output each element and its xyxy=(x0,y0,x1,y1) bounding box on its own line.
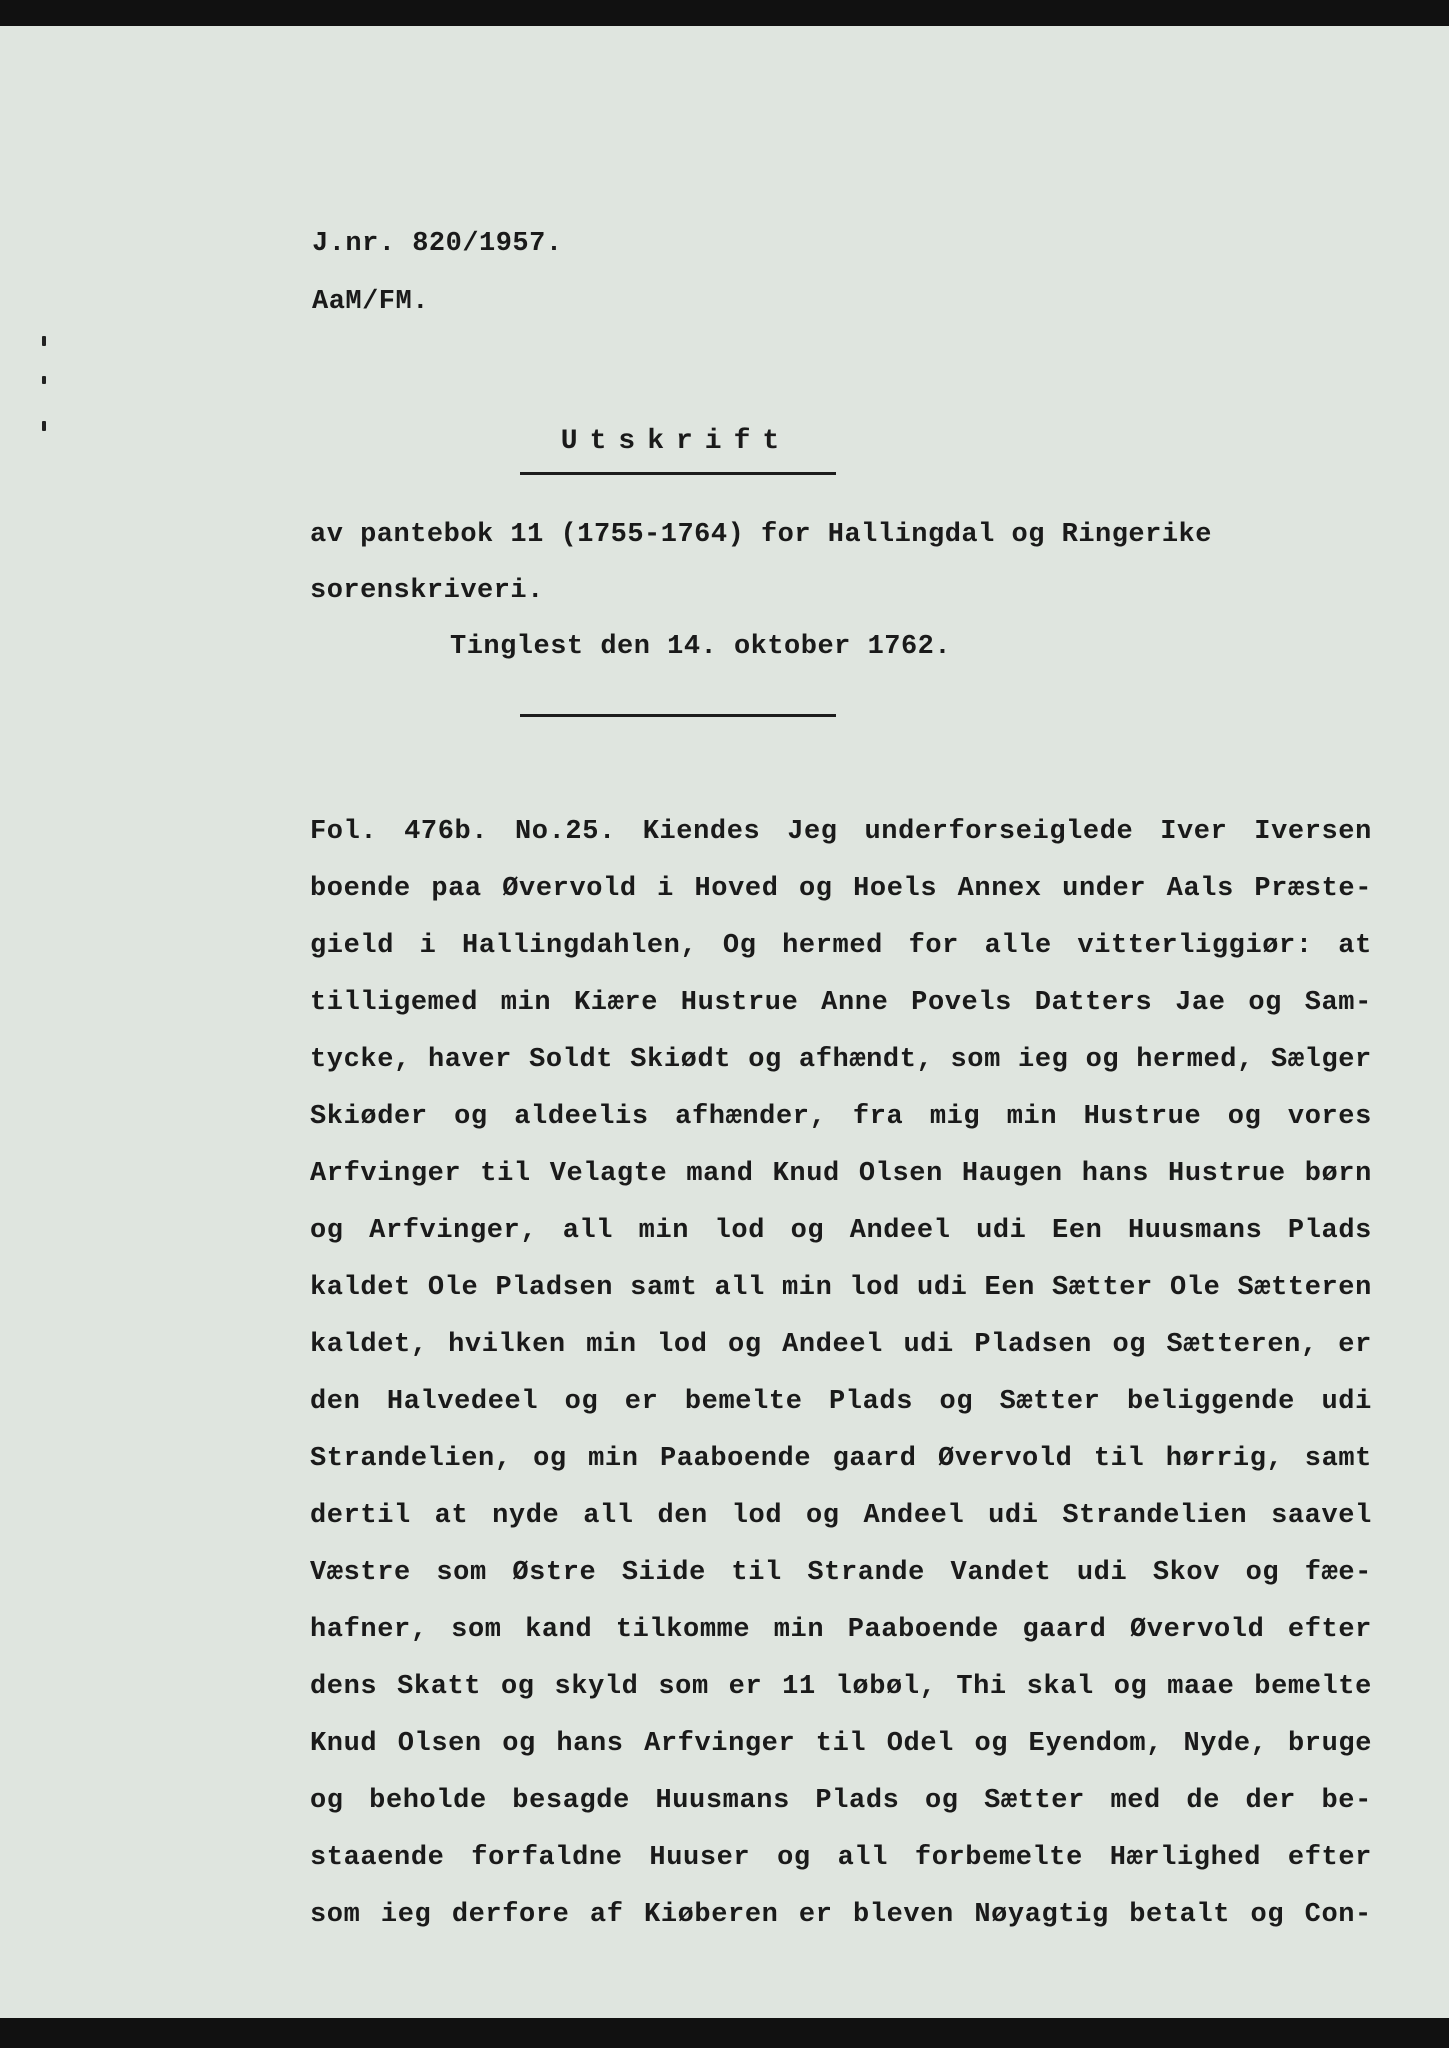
body-line: gield i Hallingdahlen, Og hermed for alle vitterliggiør: at xyxy=(310,931,1372,961)
initials: AaM/FM. xyxy=(312,287,429,317)
body-line: boende paa Øvervold i Hoved og Hoels Annex under Aals Præste- xyxy=(310,874,1372,904)
punch-mark-3 xyxy=(42,421,46,431)
body-line: og beholde besagde Huusmans Plads og Sætter med de der be- xyxy=(310,1786,1372,1816)
body-line: kaldet Ole Pladsen samt all min lod udi Een Sætter Ole Sætteren xyxy=(310,1273,1372,1303)
body-line: hafner, som kand tilkomme min Paaboende gaard Øvervold efter xyxy=(310,1615,1372,1645)
body-line: Skiøder og aldeelis afhænder, fra mig min Hustrue og vores xyxy=(310,1102,1372,1132)
body-line: som ieg derfore af Kiøberen er bleven Nøyagtig betalt og Con- xyxy=(310,1900,1372,1930)
body-line: kaldet, hvilken min lod og Andeel udi Pladsen og Sætteren, er xyxy=(310,1330,1372,1360)
body-line: Væstre som Østre Siide til Strande Vandet udi Skov og fæe- xyxy=(310,1558,1372,1588)
subtitle-line-2: sorenskriveri. xyxy=(310,576,544,606)
scan-border-bottom xyxy=(0,2018,1449,2048)
body-line: dens Skatt og skyld som er 11 løbøl, Thi skal og maae bemelte xyxy=(310,1672,1372,1702)
body-line: Knud Olsen og hans Arfvinger til Odel og Eyendom, Nyde, bruge xyxy=(310,1729,1372,1759)
journal-number: J.nr. 820/1957. xyxy=(312,229,563,259)
punch-mark-1 xyxy=(42,336,46,346)
body-line: og Arfvinger, all min lod og Andeel udi Een Huusmans Plads xyxy=(310,1216,1372,1246)
title-underline xyxy=(520,472,836,475)
section-divider xyxy=(520,714,836,717)
body-line: Arfvinger til Velagte mand Knud Olsen Haugen hans Hustrue børn xyxy=(310,1159,1372,1189)
body-line: den Halvedeel og er bemelte Plads og Sætter beliggende udi xyxy=(310,1387,1372,1417)
document-page xyxy=(0,26,1449,2018)
subtitle-line-1: av pantebok 11 (1755-1764) for Hallingdal og Ringerike xyxy=(310,520,1212,550)
body-line: dertil at nyde all den lod og Andeel udi Strandelien saavel xyxy=(310,1501,1372,1531)
document-title: Utskrift xyxy=(560,426,792,457)
body-line: tilligemed min Kiære Hustrue Anne Povels Datters Jae og Sam- xyxy=(310,988,1372,1018)
body-line: Fol. 476b. No.25. Kiendes Jeg underforseiglede Iver Iversen xyxy=(310,817,1372,847)
body-line: tycke, haver Soldt Skiødt og afhændt, som ieg og hermed, Sælger xyxy=(310,1045,1372,1075)
scan-border-top xyxy=(0,0,1449,26)
punch-mark-2 xyxy=(42,376,46,384)
transcript-body xyxy=(310,804,1390,1944)
body-line: Strandelien, og min Paaboende gaard Øvervold til hørrig, samt xyxy=(310,1444,1372,1474)
body-line: staaende forfaldne Huuser og all forbemelte Hærlighed efter xyxy=(310,1843,1372,1873)
registration-date: Tinglest den 14. oktober 1762. xyxy=(450,632,952,662)
